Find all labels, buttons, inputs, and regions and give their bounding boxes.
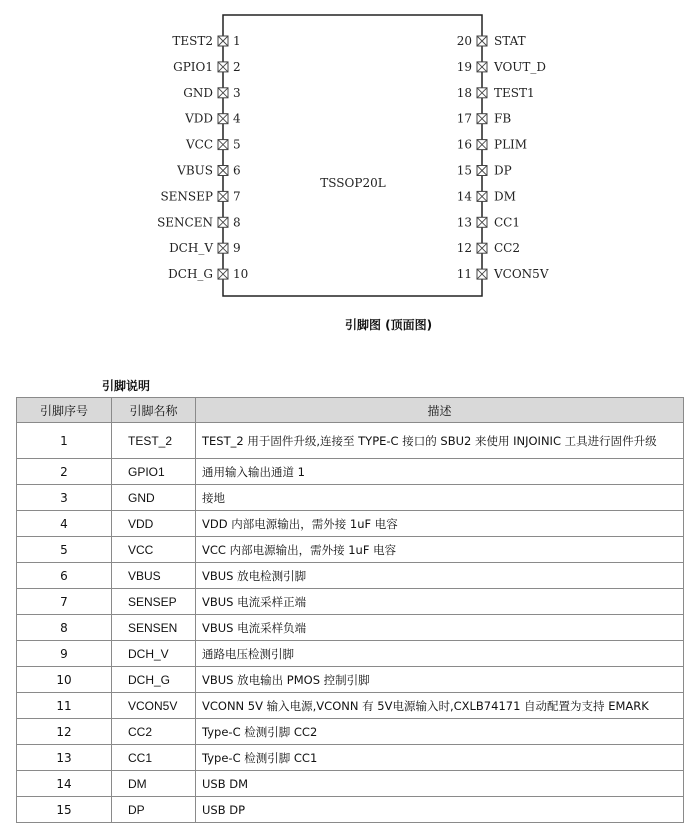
table-row [17, 771, 684, 797]
pin-name: PLIM [494, 137, 528, 152]
pin-3 [183, 86, 240, 100]
pin-10 [168, 267, 248, 281]
pin-name: VBUS [177, 163, 213, 178]
pin-number-cell: 12 [17, 719, 112, 745]
pin-17 [457, 112, 512, 126]
pin-diagram [0, 0, 692, 330]
pin-number: 3 [233, 85, 241, 100]
header-pin-name: 引脚名称 [112, 398, 196, 423]
pin-18 [457, 86, 535, 100]
description-cell: VDD 内部电源输出，需外接 1uF 电容 [196, 511, 684, 537]
pin-name: DP [494, 163, 512, 178]
pin-name-cell: DCH_G [112, 667, 196, 693]
description-cell: VBUS 放电检测引脚 [196, 563, 684, 589]
pin-number-cell: 10 [17, 667, 112, 693]
description-cell: 通路电压检测引脚 [196, 641, 684, 667]
table-row [17, 745, 684, 771]
pin-number-cell: 15 [17, 797, 112, 823]
pin-name: DM [494, 189, 516, 204]
pin-number: 11 [456, 267, 472, 282]
table-row [17, 641, 684, 667]
pin-name: GND [183, 85, 213, 100]
pin-number-cell: 6 [17, 563, 112, 589]
table-row [17, 563, 684, 589]
pin-4 [184, 112, 241, 126]
pin-number-cell: 13 [17, 745, 112, 771]
header-pin-number: 引脚序号 [17, 398, 112, 423]
pin-number: 13 [456, 215, 472, 230]
section-title: 引脚说明 [102, 379, 151, 393]
pin-name: CC2 [494, 241, 520, 256]
pin-name-cell: CC1 [112, 745, 196, 771]
table-row [17, 459, 684, 485]
pin-number-cell: 9 [17, 641, 112, 667]
table-row [17, 797, 684, 823]
table-row [17, 511, 684, 537]
pin-name: SENCEN [157, 215, 213, 230]
pin-name: CC1 [494, 215, 520, 230]
table-row [17, 485, 684, 511]
header-description: 描述 [196, 398, 684, 423]
pin-20 [457, 34, 526, 48]
pin-number: 16 [456, 137, 472, 152]
pin-19 [457, 60, 546, 74]
pin-name-cell: VCON5V [112, 693, 196, 719]
pin-name-cell: VCC [112, 537, 196, 563]
pin-name-cell: CC2 [112, 719, 196, 745]
pin-number-cell: 14 [17, 771, 112, 797]
diagram-caption: 引脚图 (顶面图) [345, 318, 433, 332]
pin-number: 5 [233, 137, 241, 152]
pin-name: VCC [185, 137, 213, 152]
table-row [17, 537, 684, 563]
description-cell: TEST_2 用于固件升级,连接至 TYPE-C 接口的 SBU2 来使用 INJOINIC 工具进行固件升级 [196, 423, 684, 459]
chip-label: TSSOP20L [320, 176, 386, 190]
pin-name-cell: SENSEN [112, 615, 196, 641]
pin-number: 6 [233, 163, 241, 178]
pin-number-cell: 4 [17, 511, 112, 537]
pin-name: SENSEP [160, 189, 213, 204]
pin-number: 20 [456, 34, 472, 48]
pin-name: TEST1 [494, 85, 535, 100]
chip-body [223, 15, 482, 296]
pin-number: 12 [456, 241, 472, 256]
description-cell: VBUS 电流采样负端 [196, 615, 684, 641]
pin-number: 14 [456, 189, 472, 204]
pin-number: 17 [456, 111, 472, 126]
pin-number: 1 [233, 34, 241, 48]
table-row [17, 615, 684, 641]
pin-name-cell: SENSEP [112, 589, 196, 615]
pin-number: 15 [456, 163, 472, 178]
pin-name-cell: GPIO1 [112, 459, 196, 485]
pin-number: 10 [233, 267, 249, 282]
pin-13 [457, 215, 520, 229]
pin-name: VOUT_D [494, 59, 547, 74]
pin-number: 19 [456, 59, 472, 74]
description-cell: VCONN 5V 输入电源,VCONN 有 5V电源输入时,CXLB74171 自动配置为支持 EMARK [196, 693, 684, 719]
pin-name-cell: DP [112, 797, 196, 823]
description-cell: Type-C 检测引脚 CC2 [196, 719, 684, 745]
description-cell: USB DP [196, 797, 684, 823]
pin-name: DCH_G [168, 267, 213, 282]
pin-number-cell: 11 [17, 693, 112, 719]
pin-number-cell: 2 [17, 459, 112, 485]
pin-12 [457, 241, 520, 255]
description-cell: Type-C 检测引脚 CC1 [196, 745, 684, 771]
pin-name: FB [494, 111, 512, 126]
pin-number-cell: 7 [17, 589, 112, 615]
pin-description-table [16, 397, 684, 823]
pin-name: STAT [494, 34, 526, 48]
description-cell: VBUS 放电输出 PMOS 控制引脚 [196, 667, 684, 693]
pin-5 [185, 138, 241, 152]
pin-8 [157, 215, 241, 229]
pin-name-cell: TEST_2 [112, 423, 196, 459]
table-row [17, 589, 684, 615]
pin-14 [457, 189, 516, 203]
table-row [17, 667, 684, 693]
pin-11 [457, 267, 549, 281]
description-cell: USB DM [196, 771, 684, 797]
pin-15 [457, 164, 512, 178]
pin-name: TEST2 [172, 34, 213, 48]
table-row [17, 423, 684, 459]
pin-number: 8 [233, 215, 241, 230]
pin-number: 7 [233, 189, 241, 204]
pin-16 [457, 138, 527, 152]
pin-number: 18 [456, 85, 472, 100]
pin-number-cell: 8 [17, 615, 112, 641]
pin-number-cell: 1 [17, 423, 112, 459]
description-cell: 接地 [196, 485, 684, 511]
table-row [17, 719, 684, 745]
pin-name-cell: GND [112, 485, 196, 511]
description-cell: VCC 内部电源输出，需外接 1uF 电容 [196, 537, 684, 563]
pin-number-cell: 3 [17, 485, 112, 511]
pin-number: 2 [233, 59, 241, 74]
description-cell: VBUS 电流采样正端 [196, 589, 684, 615]
pin-name-cell: VBUS [112, 563, 196, 589]
pin-number-cell: 5 [17, 537, 112, 563]
pin-name: DCH_V [169, 241, 213, 256]
pin-name-cell: DM [112, 771, 196, 797]
table-row [17, 693, 684, 719]
description-cell: 通用输入输出通道 1 [196, 459, 684, 485]
pin-number: 4 [233, 111, 241, 126]
pin-name: VDD [185, 111, 213, 126]
pin-name: GPIO1 [173, 59, 213, 74]
pin-name: VCON5V [494, 267, 549, 282]
table-header-row [17, 398, 684, 423]
pin-name-cell: VDD [112, 511, 196, 537]
pin-name-cell: DCH_V [112, 641, 196, 667]
pin-number: 9 [233, 241, 241, 256]
